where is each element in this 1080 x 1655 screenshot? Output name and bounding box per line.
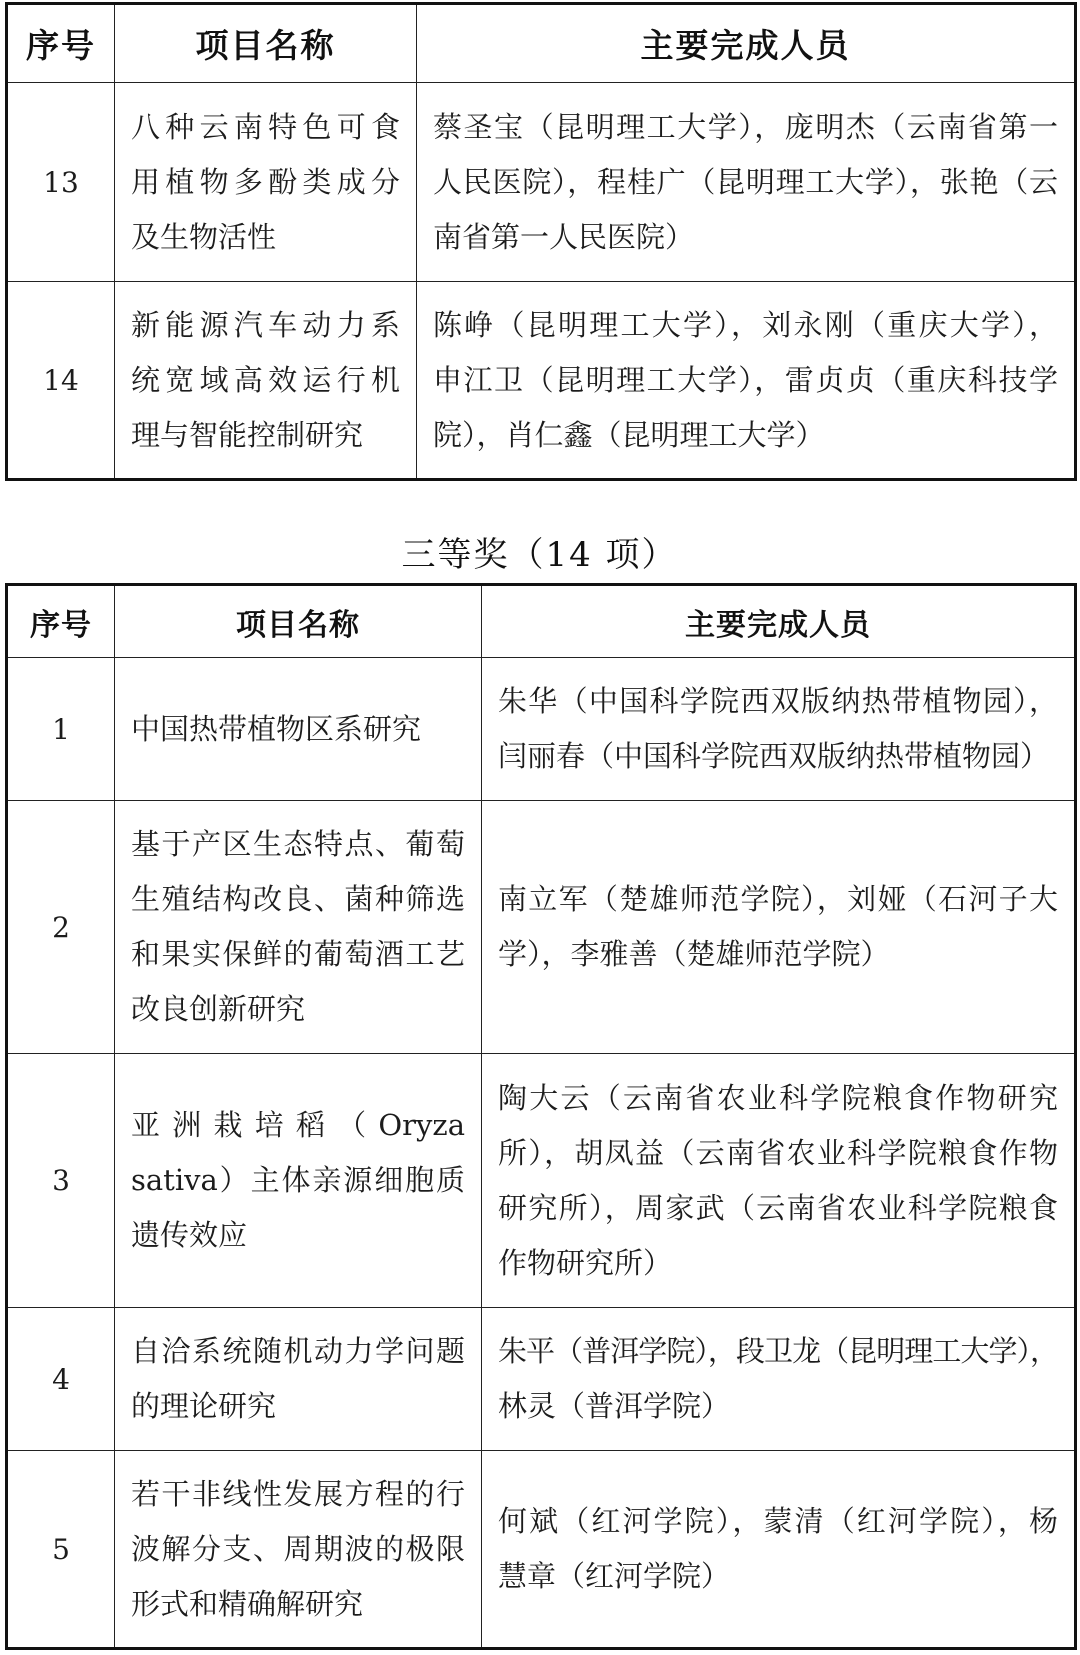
project-name-line: 和果实保鲜的葡萄酒工艺 [131, 937, 465, 971]
project-name-cell [115, 1054, 482, 1308]
table-row [7, 801, 1076, 1054]
table-row [7, 1308, 1076, 1451]
contributors-line: 人民医院），程桂广（昆明理工大学），张艳（云 [433, 164, 1058, 199]
contributors-line: 蔡圣宝（昆明理工大学），庞明杰（云南省第一 [433, 109, 1058, 144]
seq-number: 2 [52, 910, 70, 944]
table-header-row [7, 4, 1076, 83]
contributors-line: 陈峥（昆明理工大学），刘永刚（重庆大学）， [433, 307, 1058, 342]
project-name-line: 理与智能控制研究 [131, 417, 364, 452]
project-name-line: 基于产区生态特点、葡萄 [131, 827, 465, 861]
project-name-line: 中国热带植物区系研究 [131, 711, 422, 746]
contributors-line: 何斌（红河学院），蒙清（红河学院），杨 [498, 1504, 1058, 1538]
project-name-line: 新能源汽车动力系 [131, 307, 400, 342]
contributors-line: 南省第一人民医院） [433, 219, 695, 254]
project-name-cell [115, 801, 482, 1054]
project-name-line: 及生物活性 [131, 219, 277, 254]
contributors-cell [417, 282, 1076, 480]
table-row [7, 658, 1076, 801]
seq-cell [7, 801, 115, 1054]
project-name-cell [115, 282, 417, 480]
contributors-line: 朱平（普洱学院），段卫龙（昆明理工大学）， [498, 1334, 1058, 1368]
project-name-cell [115, 658, 482, 801]
seq-cell [7, 658, 115, 801]
seq-cell [7, 1054, 115, 1308]
project-name-cell [115, 83, 417, 282]
project-name-cell [115, 1308, 482, 1451]
header-project-name: 项目名称 [115, 585, 482, 658]
project-name-line: 改良创新研究 [131, 992, 306, 1026]
project-name-line: sativa）主体亲源细胞质 [131, 1163, 465, 1197]
header-seq: 序号 [7, 4, 115, 83]
contributors-cell [482, 801, 1076, 1054]
section-title: 三等奖（14 项） [401, 535, 678, 575]
contributors-line: 学），李雅善（楚雄师范学院） [498, 937, 890, 971]
seq-number: 14 [43, 363, 79, 397]
awards-table-continued [5, 2, 1077, 481]
project-name-line: 用植物多酚类成分 [131, 164, 400, 199]
contributors-cell [482, 1054, 1076, 1308]
contributors-line: 所），胡凤益（云南省农业科学院粮食作物 [498, 1135, 1058, 1170]
contributors-line: 申江卫（昆明理工大学），雷贞贞（重庆科技学 [433, 362, 1058, 397]
seq-number: 13 [43, 165, 79, 199]
contributors-cell [417, 83, 1076, 282]
contributors-line: 朱华（中国科学院西双版纳热带植物园）， [498, 684, 1058, 718]
project-name-line: 波解分支、周期波的极限 [131, 1531, 465, 1566]
third-prize-table [5, 583, 1077, 1650]
seq-cell [7, 83, 115, 282]
contributors-line: 作物研究所） [498, 1245, 673, 1280]
table-header-row [7, 585, 1076, 658]
project-name-line: 形式和精确解研究 [131, 1586, 364, 1621]
project-name-line: 遗传效应 [131, 1218, 248, 1252]
contributors-line: 陶大云（云南省农业科学院粮食作物研究 [498, 1080, 1058, 1115]
table-row [7, 1054, 1076, 1308]
contributors-line: 研究所），周家武（云南省农业科学院粮食 [498, 1190, 1058, 1225]
project-name-line: 若干非线性发展方程的行 [131, 1476, 465, 1511]
contributors-line: 院），肖仁鑫（昆明理工大学） [433, 417, 825, 452]
project-name-line: 统宽域高效运行机 [131, 362, 400, 397]
contributors-line: 慧章（红河学院） [498, 1559, 731, 1593]
contributors-line: 南立军（楚雄师范学院），刘娅（石河子大 [498, 882, 1058, 916]
project-name-line: 生殖结构改良、菌种筛选 [131, 882, 465, 916]
seq-number: 5 [52, 1532, 70, 1566]
seq-cell [7, 1451, 115, 1649]
contributors-line: 林灵（普洱学院） [498, 1389, 731, 1423]
table-row [7, 1451, 1076, 1649]
contributors-line: 闫丽春（中国科学院西双版纳热带植物园） [498, 739, 1050, 773]
table-row [7, 83, 1076, 282]
project-name-line: 自洽系统随机动力学问题 [131, 1334, 465, 1368]
project-name-line: 亚洲栽培稻（Oryza [131, 1108, 465, 1142]
table-row [7, 282, 1076, 480]
project-name-cell [115, 1451, 482, 1649]
seq-number: 1 [52, 712, 70, 746]
contributors-cell [482, 1308, 1076, 1451]
header-seq: 序号 [7, 585, 115, 658]
header-project-name: 项目名称 [115, 4, 417, 83]
contributors-cell [482, 658, 1076, 801]
seq-number: 3 [52, 1164, 70, 1197]
seq-number: 4 [52, 1362, 70, 1396]
project-name-line: 的理论研究 [131, 1389, 277, 1423]
contributors-cell [482, 1451, 1076, 1649]
project-name-line: 八种云南特色可食 [131, 109, 400, 144]
seq-cell [7, 1308, 115, 1451]
header-main-contributors: 主要完成人员 [482, 585, 1076, 658]
header-main-contributors: 主要完成人员 [417, 4, 1076, 83]
seq-cell [7, 282, 115, 480]
